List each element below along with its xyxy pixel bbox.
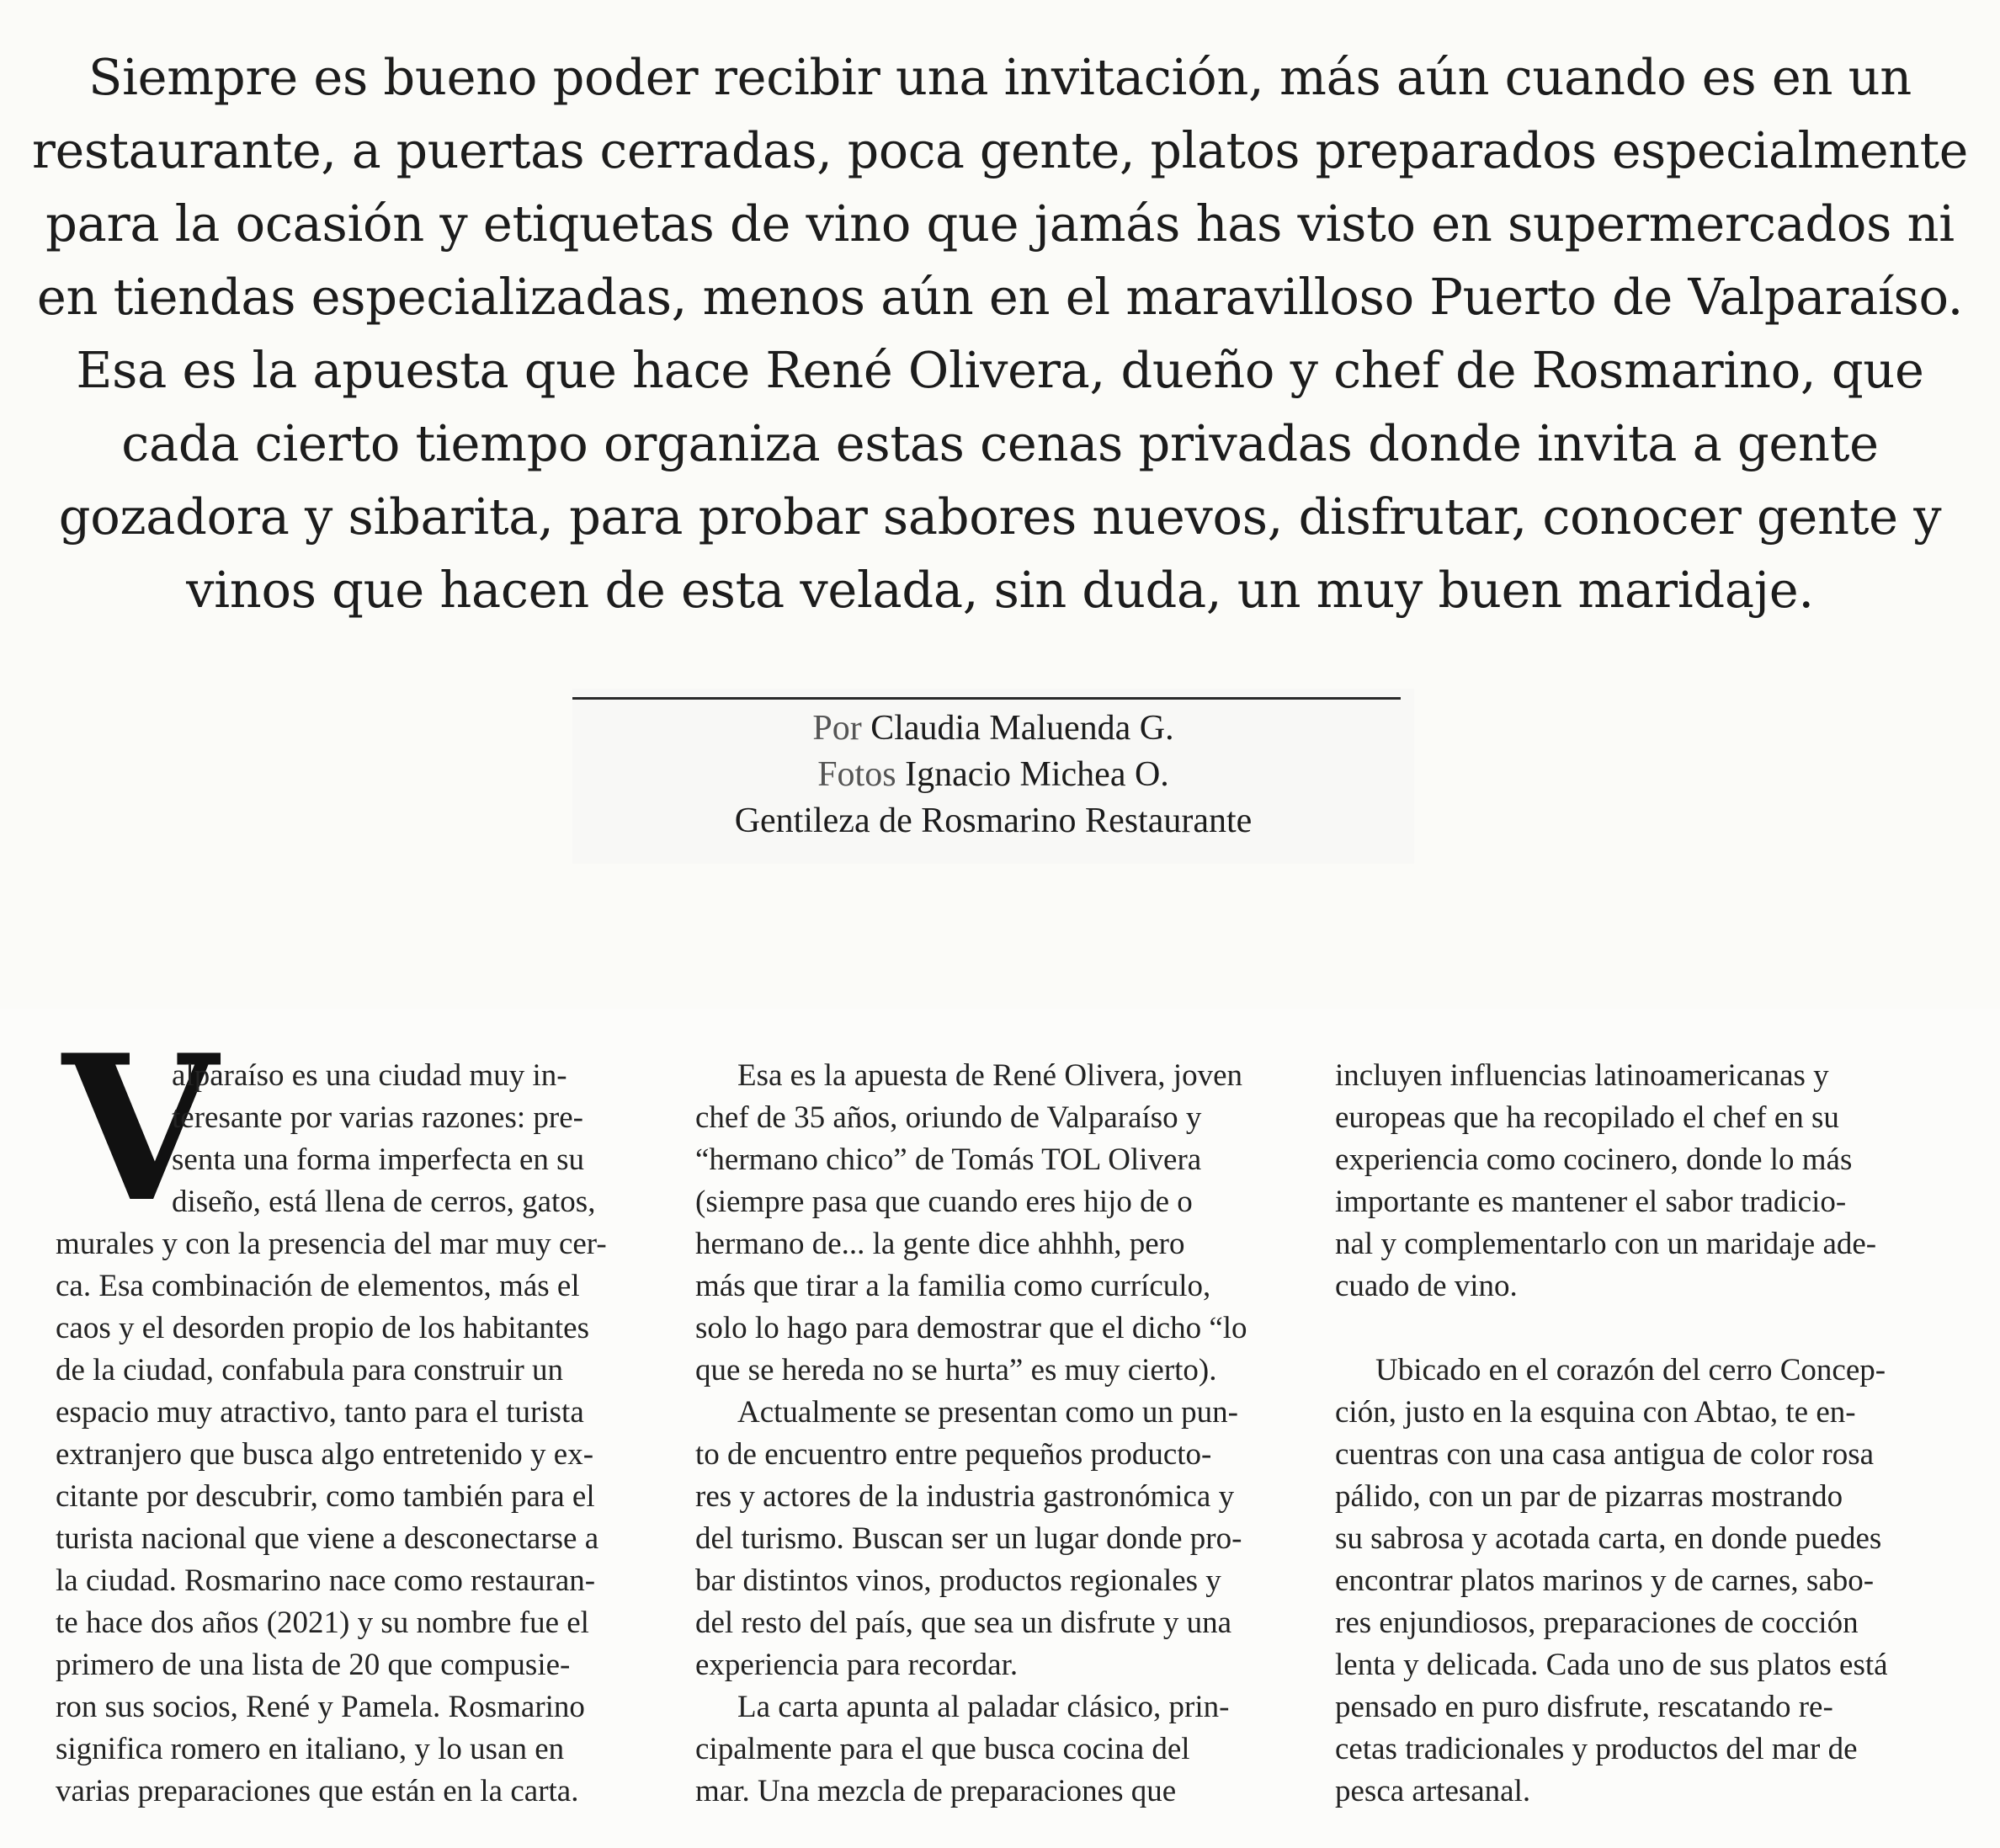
text-line: significa romero en italiano, y lo usan en [56,1732,565,1766]
photos-credit [572,752,1414,798]
text-line: cuentras con una casa antigua de color rosa [1335,1437,1875,1472]
author-label: Por [812,709,862,748]
text-line: hermano de... la gente dice ahhhh, pero [695,1227,1185,1261]
text-line: teresante por varias razones: pre- [172,1100,583,1135]
text-line: del resto del país, que sea un disfrute y una [695,1606,1232,1640]
photos-label: Fotos [817,755,896,794]
text-line: del turismo. Buscan ser un lugar donde pro- [695,1521,1242,1556]
paragraph-gap [1335,1307,1941,1350]
intro-line: cada cierto tiempo organiza estas cenas privadas donde invita a gente [121,414,1879,472]
text-line: cuado de vino. [1335,1269,1518,1303]
text-line: primero de una lista de 20 que compusie- [56,1648,571,1682]
text-line: murales y con la presencia del mar muy cer- [56,1227,607,1261]
credits-divider [572,697,1401,700]
text-line: senta una forma imperfecta en su [172,1142,585,1177]
courtesy-credit: Gentileza de Rosmarino Restaurante [734,802,1253,840]
intro-line: vinos que hacen de esta velada, sin duda, un muy buen maridaje. [186,561,1814,619]
text-line: Ubicado en el corazón del cerro Concep- [1375,1353,1886,1387]
text-line: diseño, está llena de cerros, gatos, [172,1185,596,1219]
text-line: citante por descubrir, como también para el [56,1479,595,1514]
intro-line: gozadora y sibarita, para probar sabores nuevos, disfrutar, conocer gente y [58,487,1942,546]
intro-paragraph [0,40,2000,626]
text-line: (siempre pasa que cuando eres hijo de o [695,1185,1193,1219]
article-column-2 [695,1055,1301,1813]
photos-name: Ignacio Michea O. [905,755,1169,794]
text-line: cetas tradicionales y productos del mar de [1335,1732,1858,1766]
text-line: chef de 35 años, oriundo de Valparaíso y [695,1100,1202,1135]
drop-cap: V [62,1012,218,1247]
text-line: extranjero que busca algo entretenido y ex- [56,1437,594,1472]
text-line: te hace dos años (2021) y su nombre fue el [56,1606,589,1640]
text-line: experiencia como cocinero, donde lo más [1335,1142,1853,1177]
text-line: Esa es la apuesta de René Olivera, joven [737,1058,1242,1093]
text-line: solo lo hago para demostrar que el dicho “lo [695,1311,1247,1345]
text-line: que se hereda no se hurta” es muy cierto). [695,1353,1217,1387]
text-line: la ciudad. Rosmarino nace como restauran- [56,1563,596,1598]
text-line: turista nacional que viene a desconectarse a [56,1521,599,1556]
article-column-3 [1335,1055,1941,1813]
author-name: Claudia Maluenda G. [870,709,1174,748]
text-line: varias preparaciones que están en la carta. [56,1774,579,1808]
text-line: espacio muy atractivo, tanto para el turista [56,1395,584,1430]
text-line: pesca artesanal. [1335,1774,1531,1808]
text-line: cipalmente para el que busca cocina del [695,1732,1190,1766]
text-line: pálido, con un par de pizarras mostrando [1335,1479,1843,1514]
text-line: La carta apunta al paladar clásico, prin- [737,1690,1230,1724]
intro-line: en tiendas especializadas, menos aún en el maravilloso Puerto de Valparaíso. [36,268,1964,326]
text-line: encontrar platos marinos y de carnes, sabo- [1335,1563,1875,1598]
text-line: su sabrosa y acotada carta, en donde puedes [1335,1521,1882,1556]
text-line: importante es mantener el sabor tradicio- [1335,1185,1847,1219]
text-line: más que tirar a la familia como currículo, [695,1269,1211,1303]
article-column-1 [56,1055,662,1813]
text-line: pensado en puro disfrute, rescatando re- [1335,1690,1833,1724]
intro-line: Siempre es bueno poder recibir una invitación, más aún cuando es en un [88,48,1912,106]
credits-block [572,706,1414,844]
intro-line: restaurante, a puertas cerradas, poca gente, platos preparados especialmente [31,121,1969,179]
intro-line: Esa es la apuesta que hace René Olivera, dueño y chef de Rosmarino, que [76,341,1924,399]
text-line: ca. Esa combinación de elementos, más el [56,1269,580,1303]
text-line: to de encuentro entre pequeños producto- [695,1437,1212,1472]
text-line: ción, justo en la esquina con Abtao, te en- [1335,1395,1856,1430]
text-line: alparaíso es una ciudad muy in- [172,1058,567,1093]
text-line: res y actores de la industria gastronómica y [695,1479,1235,1514]
intro-line: para la ocasión y etiquetas de vino que jamás has visto en supermercados ni [45,194,1955,253]
text-line: incluyen influencias latinoamericanas y [1335,1058,1829,1093]
text-line: res enjundiosos, preparaciones de cocción [1335,1606,1859,1640]
text-line: Actualmente se presentan como un pun- [737,1395,1238,1430]
author-credit [572,706,1414,752]
text-line: “hermano chico” de Tomás TOL Olivera [695,1142,1202,1177]
text-line: ron sus socios, René y Pamela. Rosmarino [56,1690,585,1724]
text-line: caos y el desorden propio de los habitantes [56,1311,589,1345]
text-line: mar. Una mezcla de preparaciones que [695,1774,1177,1808]
text-line: experiencia para recordar. [695,1648,1019,1682]
text-line: europeas que ha recopilado el chef en su [1335,1100,1839,1135]
text-line: de la ciudad, confabula para construir un [56,1353,564,1387]
text-line: lenta y delicada. Cada uno de sus platos está [1335,1648,1888,1682]
text-line: bar distintos vinos, productos regionales y [695,1563,1221,1598]
text-line: nal y complementarlo con un maridaje ade- [1335,1227,1877,1261]
